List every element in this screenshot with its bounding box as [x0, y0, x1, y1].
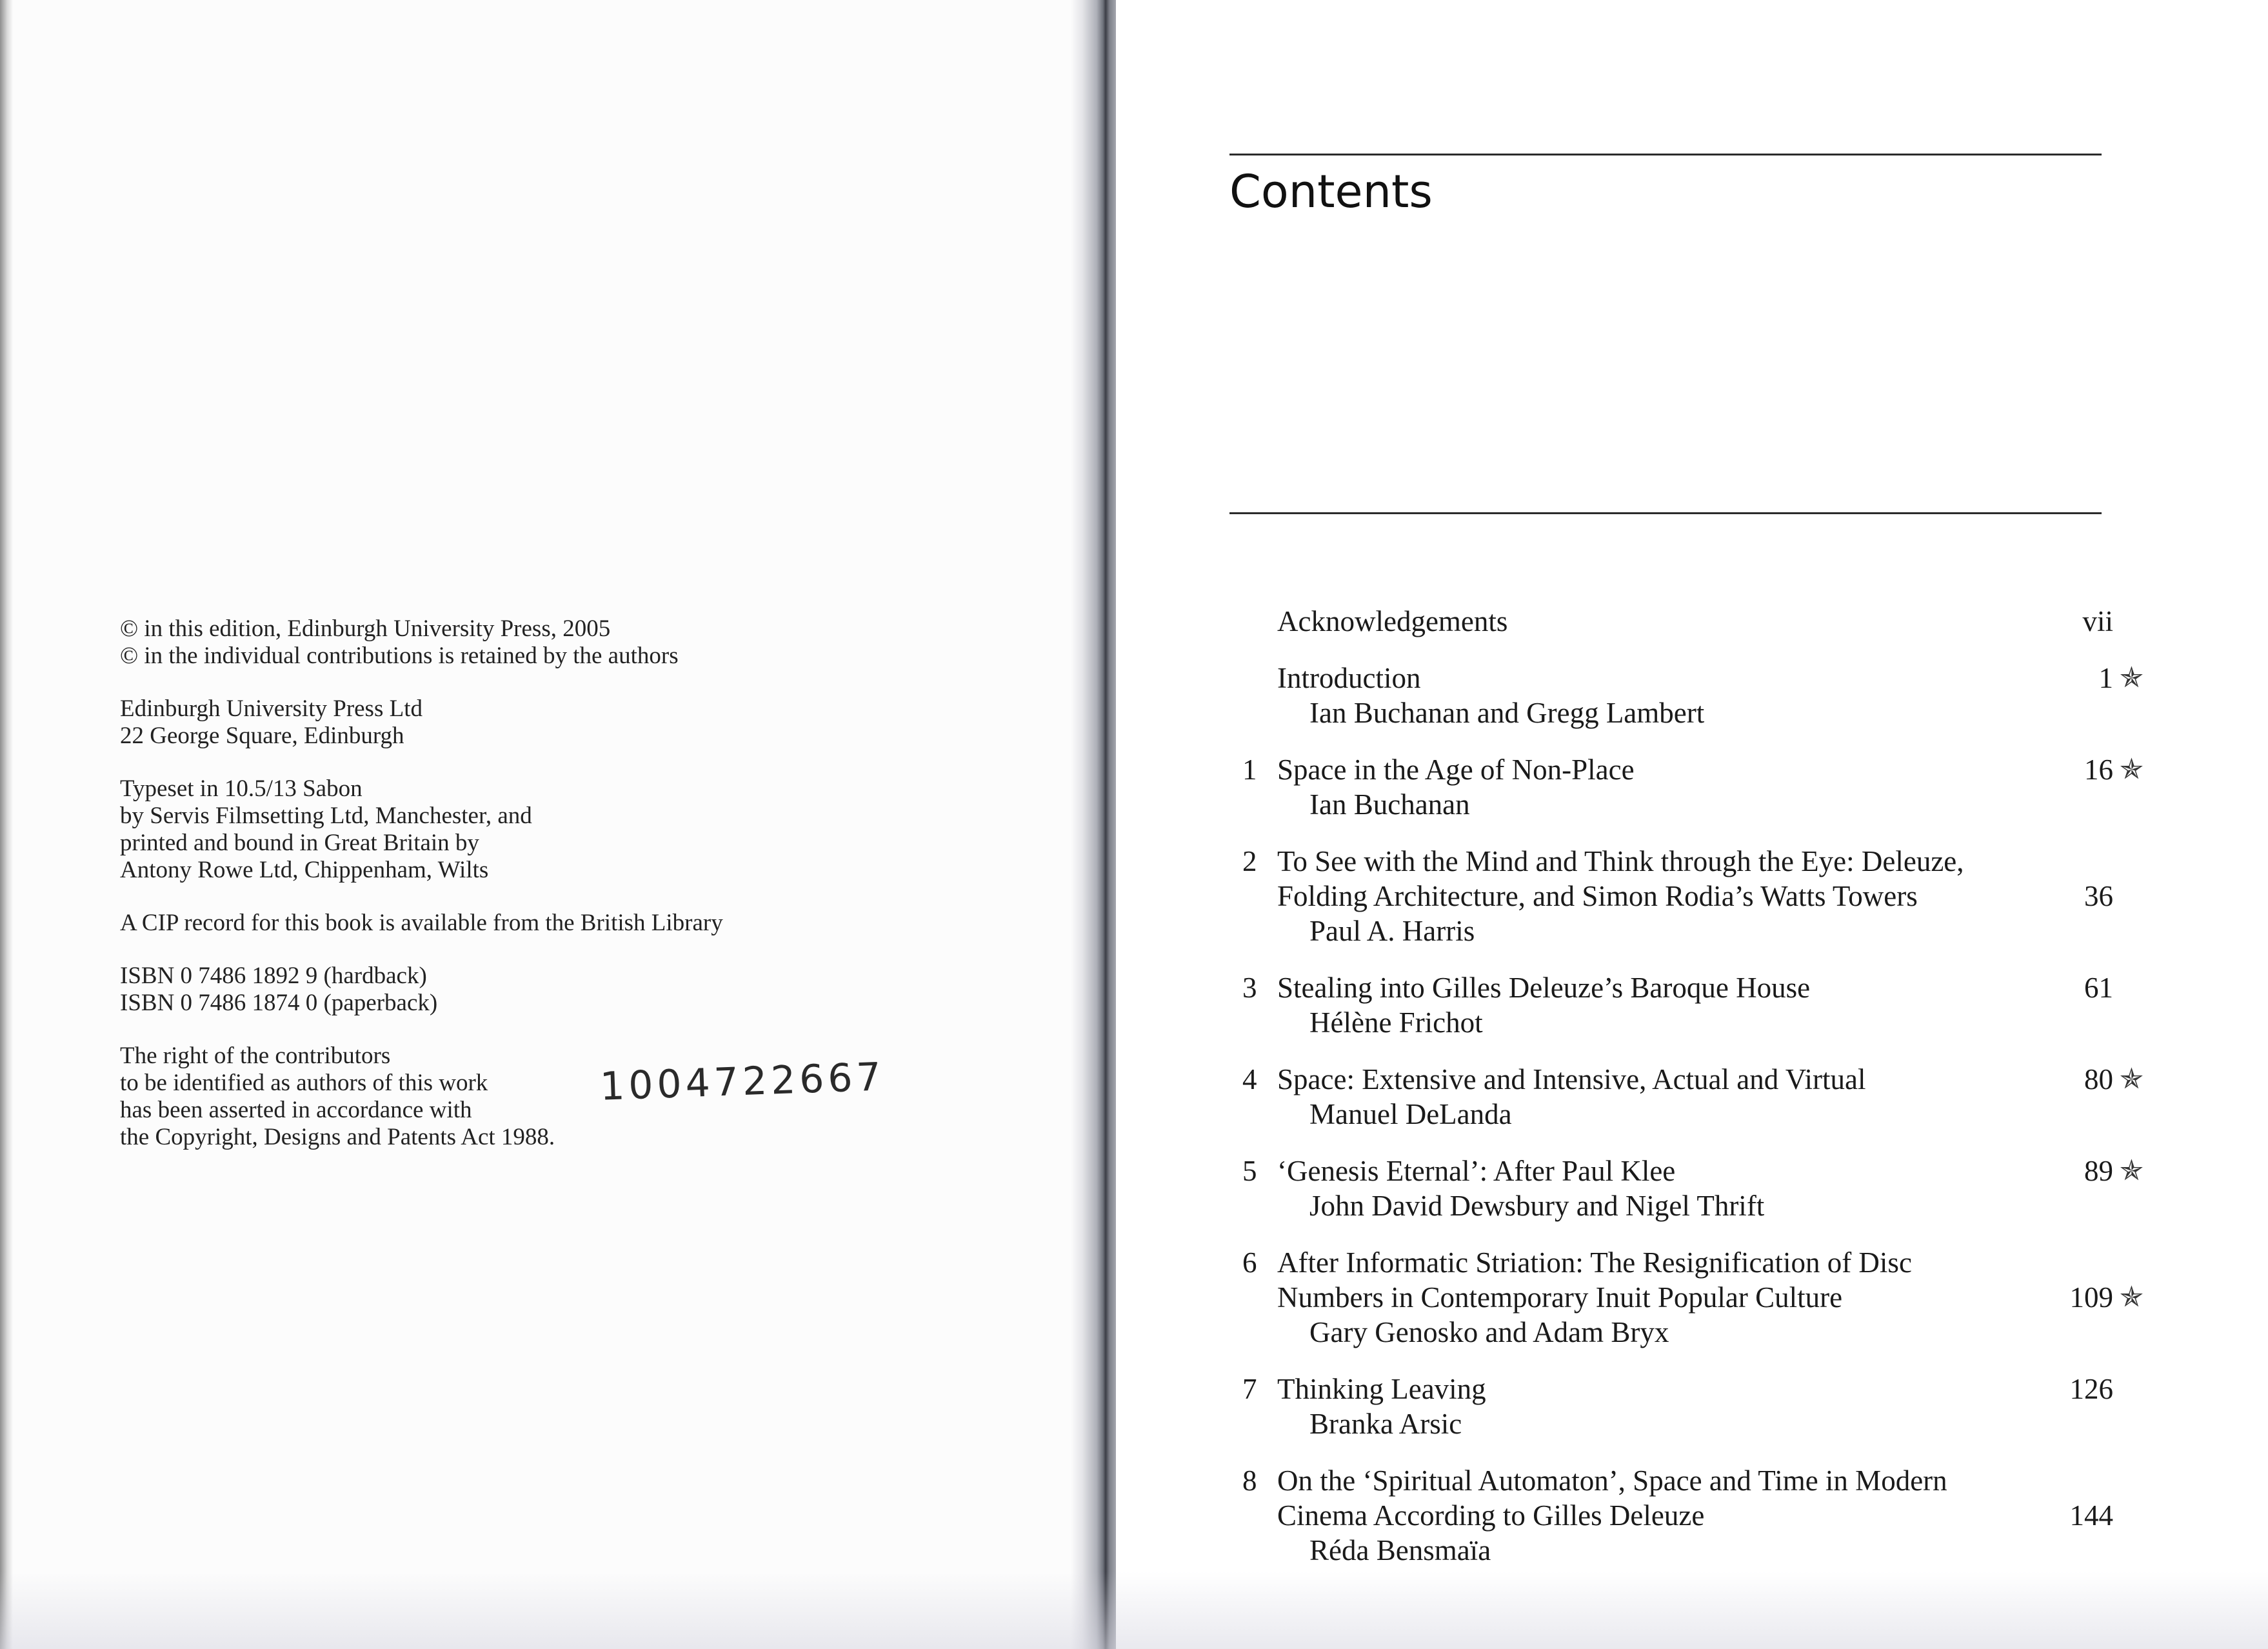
isbn-line: ISBN 0 7486 1874 0 (paperback)	[120, 990, 438, 1016]
page-number: 126	[2069, 1373, 2113, 1405]
toc-entry	[1229, 1245, 2236, 1350]
entry-title	[1229, 661, 2038, 695]
copyright-line: © in this edition, Edinburgh University Press, 2005	[120, 615, 611, 642]
entry-title-line: Folding Architecture, and Simon Rodia’s Watts Towers	[1277, 880, 1918, 912]
page-number: 144	[2069, 1499, 2113, 1532]
entry-title-line: Stealing into Gilles Deleuze’s Baroque House	[1277, 972, 1811, 1004]
entry-title-line: Cinema According to Gilles Deleuze	[1277, 1499, 1705, 1532]
entry-author: Réda Bensmaïa	[1309, 1534, 1491, 1566]
entry-title-line: Acknowledgements	[1277, 605, 1508, 637]
page-number: 16	[2084, 754, 2113, 786]
isbn-block	[120, 963, 894, 1017]
entry-title-line: After Informatic Striation: The Resignification of Disc	[1277, 1246, 1912, 1279]
chapter-number: 6	[1242, 1246, 1257, 1279]
contents-heading: Contents	[1229, 165, 1433, 218]
entry-author: Branka Arsic	[1309, 1408, 1462, 1440]
rights-line: The right of the contributors	[120, 1043, 391, 1069]
entry-title-line: On the ‘Spiritual Automaton’, Space and Time in Modern	[1277, 1464, 1947, 1497]
toc-entry	[1229, 661, 2236, 730]
chapter-number: 1	[1242, 754, 1257, 786]
chapter-number: 4	[1242, 1063, 1257, 1095]
rights-line: has been asserted in accordance with	[120, 1097, 472, 1123]
entry-title	[1229, 970, 2038, 1005]
page-edge-shadow	[0, 0, 13, 1649]
publisher-line: 22 George Square, Edinburgh	[120, 723, 404, 749]
entry-title-line: Introduction	[1277, 662, 1421, 694]
toc-entry	[1229, 844, 2236, 948]
handwritten-star-mark: ✯	[2120, 1063, 2144, 1095]
left-page	[0, 0, 1097, 1649]
chapter-number: 8	[1242, 1464, 1257, 1497]
rights-line: the Copyright, Designs and Patents Act 1988.	[120, 1124, 555, 1150]
entry-title	[1229, 752, 2038, 787]
toc-entry	[1229, 1463, 2236, 1568]
table-of-contents	[1229, 604, 2236, 1590]
entry-title	[1229, 1245, 2038, 1315]
handwritten-star-mark: ✯	[2120, 753, 2144, 786]
page-number: 80	[2084, 1063, 2113, 1095]
page-number: 36	[2084, 880, 2113, 912]
toc-entry	[1229, 1154, 2236, 1223]
typeset-note	[120, 775, 894, 884]
toc-entry	[1229, 970, 2236, 1040]
cip-record	[120, 910, 894, 937]
entry-title	[1229, 844, 2038, 914]
handwritten-accession-number: 1004722667	[599, 1054, 886, 1110]
handwritten-star-mark: ✯	[2120, 1281, 2144, 1314]
page-number: 109	[2069, 1281, 2113, 1314]
toc-entry	[1229, 1372, 2236, 1441]
chapter-number: 2	[1242, 845, 1257, 877]
entry-title	[1229, 604, 2038, 639]
entry-author: Gary Genosko and Adam Bryx	[1309, 1316, 1669, 1348]
typeset-line: printed and bound in Great Britain by	[120, 830, 479, 856]
typeset-line: by Servis Filmsetting Ltd, Manchester, and	[120, 803, 532, 829]
entry-title-line: Space in the Age of Non-Place	[1277, 754, 1635, 786]
entry-title-line: To See with the Mind and Think through the Eye: Deleuze,	[1277, 845, 1964, 877]
chapter-number: 3	[1242, 972, 1257, 1004]
publisher-line: Edinburgh University Press Ltd	[120, 695, 423, 722]
entry-title	[1229, 1062, 2038, 1097]
entry-title-line: Thinking Leaving	[1277, 1373, 1486, 1405]
isbn-line: ISBN 0 7486 1892 9 (hardback)	[120, 963, 427, 989]
entry-title-line: ‘Genesis Eternal’: After Paul Klee	[1277, 1155, 1676, 1187]
copyright-notice	[120, 615, 894, 670]
publisher-address	[120, 695, 894, 750]
entry-title	[1229, 1372, 2038, 1406]
entry-author: Hélène Frichot	[1309, 1006, 1483, 1039]
page-number: vii	[2082, 605, 2113, 637]
chapter-number: 5	[1242, 1155, 1257, 1187]
entry-author: Ian Buchanan	[1309, 788, 1470, 821]
toc-entry	[1229, 604, 2236, 639]
toc-entry	[1229, 1062, 2236, 1132]
copyright-line: © in the individual contributions is retained by the authors	[120, 643, 679, 669]
entry-title	[1229, 1463, 2038, 1533]
entry-title-line: Numbers in Contemporary Inuit Popular Culture	[1277, 1281, 1843, 1314]
typeset-line: Antony Rowe Ltd, Chippenham, Wilts	[120, 857, 489, 883]
handwritten-star-mark: ✯	[2120, 661, 2144, 694]
entry-title	[1229, 1154, 2038, 1188]
entry-author: Manuel DeLanda	[1309, 1098, 1512, 1130]
page-number: 61	[2084, 972, 2113, 1004]
entry-author: John David Dewsbury and Nigel Thrift	[1309, 1190, 1765, 1222]
scan-bottom-shadow	[0, 1572, 2268, 1649]
chapter-number: 7	[1242, 1373, 1257, 1405]
handwritten-star-mark: ✯	[2120, 1154, 2144, 1187]
rights-line: to be identified as authors of this work	[120, 1070, 488, 1096]
page-number: 1	[2098, 662, 2113, 694]
typeset-line: Typeset in 10.5/13 Sabon	[120, 775, 363, 802]
entry-title-line: Space: Extensive and Intensive, Actual and Virtual	[1277, 1063, 1866, 1095]
entry-author: Paul A. Harris	[1309, 915, 1475, 947]
top-rule	[1229, 154, 2102, 155]
entry-author: Ian Buchanan and Gregg Lambert	[1309, 697, 1705, 729]
page-number: 89	[2084, 1155, 2113, 1187]
cip-line: A CIP record for this book is available from the British Library	[120, 910, 723, 936]
bottom-rule	[1229, 512, 2102, 514]
toc-entry	[1229, 752, 2236, 822]
